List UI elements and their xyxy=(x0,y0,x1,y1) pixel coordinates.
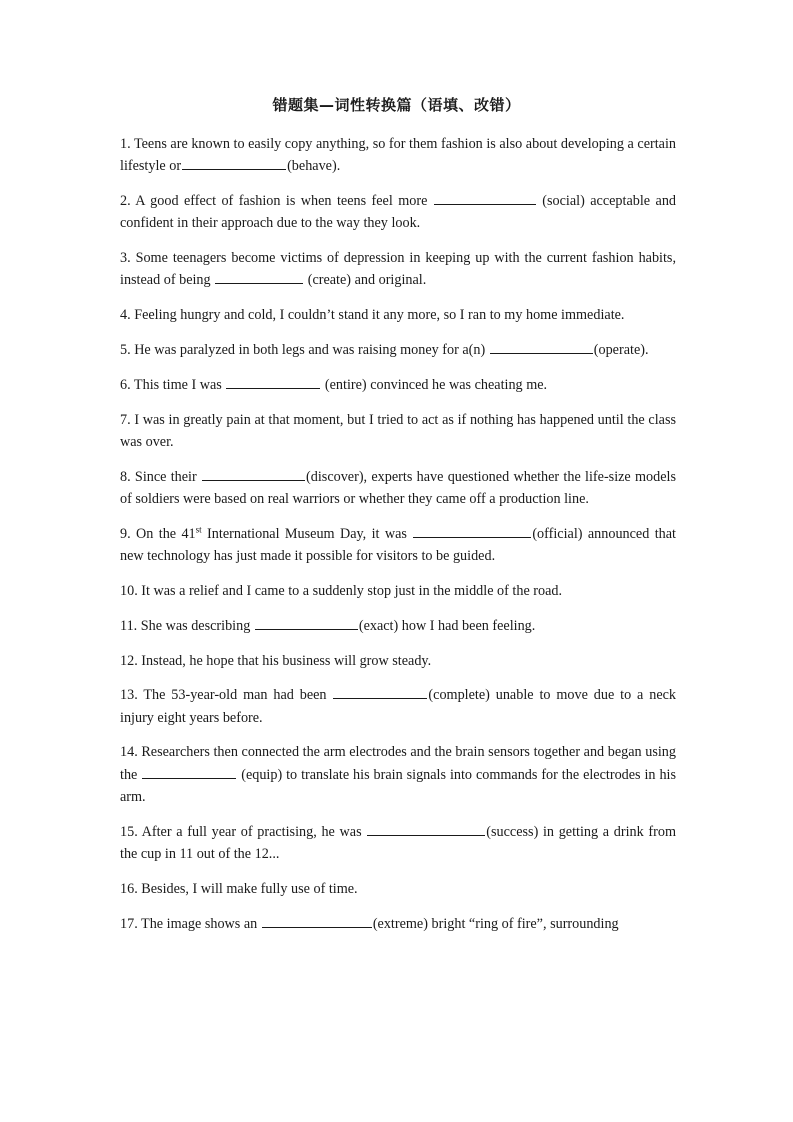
question-text: 3. Some teenagers become victims of depression in keeping up with the current fashion habits, instead of being xyxy=(120,250,676,289)
question-text: 1. Teens are known to easily copy anything, so for them fashion is also about developing a certain lifestyle or xyxy=(120,136,676,175)
question-item xyxy=(120,304,676,326)
answer-blank[interactable] xyxy=(215,269,303,284)
answer-blank[interactable] xyxy=(182,155,286,170)
question-item xyxy=(120,741,676,808)
question-item xyxy=(120,133,676,178)
question-item xyxy=(120,615,676,637)
answer-blank[interactable] xyxy=(490,339,593,354)
question-text: 14. Researchers then connected the arm electrodes and the brain sensors together and began using the xyxy=(120,744,676,783)
question-hint: (extreme) bright “ring of fire”, surrounding xyxy=(372,915,619,932)
question-hint: (success) in getting a drink from the cup in 11 out of the 12... xyxy=(120,823,677,863)
question-item xyxy=(120,339,676,361)
question-item xyxy=(120,466,676,511)
question-hint: (exact) how I had been feeling. xyxy=(358,617,536,634)
ordinal-superscript: st xyxy=(195,524,202,535)
answer-blank[interactable] xyxy=(367,821,485,836)
question-item xyxy=(120,684,676,729)
question-item xyxy=(120,523,676,568)
question-hint: (create) and original. xyxy=(307,272,427,289)
question-text: International Museum Day, it was xyxy=(201,525,407,542)
answer-blank[interactable] xyxy=(434,190,536,205)
question-item xyxy=(120,374,676,396)
question-text: 2. A good effect of fashion is when teens feel more xyxy=(120,193,428,210)
question-item xyxy=(120,913,676,935)
question-text: 12. Instead, he hope that his business will grow steady. xyxy=(120,652,432,669)
question-item xyxy=(120,821,676,866)
question-text: 9. On the 41 xyxy=(120,525,196,542)
question-text: 13. The 53-year-old man had been xyxy=(120,687,327,704)
question-hint: (equip) to translate his brain signals into commands for the electrodes in his arm. xyxy=(120,766,677,806)
question-hint: (official) announced that new technology has just made it possible for visitors to be guided. xyxy=(120,525,676,565)
question-item xyxy=(120,878,676,900)
question-list xyxy=(120,133,676,948)
answer-blank[interactable] xyxy=(413,523,531,538)
page-title: 错题集—词性转换篇（语填、改错） xyxy=(272,96,521,114)
answer-blank[interactable] xyxy=(262,913,372,928)
question-text: 11. She was describing xyxy=(120,617,251,634)
question-hint: (entire) convinced he was cheating me. xyxy=(324,376,548,393)
answer-blank[interactable] xyxy=(255,615,358,630)
question-text: 4. Feeling hungry and cold, I couldn’t stand it any more, so I ran to my home immediate. xyxy=(120,307,625,324)
question-text: 8. Since their xyxy=(120,468,197,485)
question-item xyxy=(120,409,676,454)
question-item xyxy=(120,190,676,235)
question-hint: (social) acceptable and confident in their approach due to the way they look. xyxy=(120,193,677,232)
question-text: 6. This time I was xyxy=(120,376,222,393)
answer-blank[interactable] xyxy=(142,764,236,779)
question-hint: (behave). xyxy=(287,158,341,175)
answer-blank[interactable] xyxy=(333,684,427,699)
question-text: 7. I was in greatly pain at that moment, but I tried to act as if nothing has happened until the class was over. xyxy=(120,411,676,450)
question-text: 17. The image shows an xyxy=(120,915,258,932)
question-hint: (discover), experts have questioned whether the life-size models of soldiers were based on real warriors or whether they came off a production line. xyxy=(120,468,676,508)
question-item xyxy=(120,580,676,602)
answer-blank[interactable] xyxy=(202,466,305,481)
question-text: 5. He was paralyzed in both legs and was raising money for a(n) xyxy=(120,342,486,359)
question-item xyxy=(120,650,676,672)
question-hint: (complete) unable to move due to a neck injury eight years before. xyxy=(120,687,677,726)
question-text: 16. Besides, I will make fully use of time. xyxy=(120,880,358,897)
question-item xyxy=(120,247,676,292)
question-text: 10. It was a relief and I came to a suddenly stop just in the middle of the road. xyxy=(120,582,563,599)
answer-blank[interactable] xyxy=(226,374,320,389)
question-hint: (operate). xyxy=(593,342,649,359)
question-text: 15. After a full year of practising, he was xyxy=(120,823,362,840)
